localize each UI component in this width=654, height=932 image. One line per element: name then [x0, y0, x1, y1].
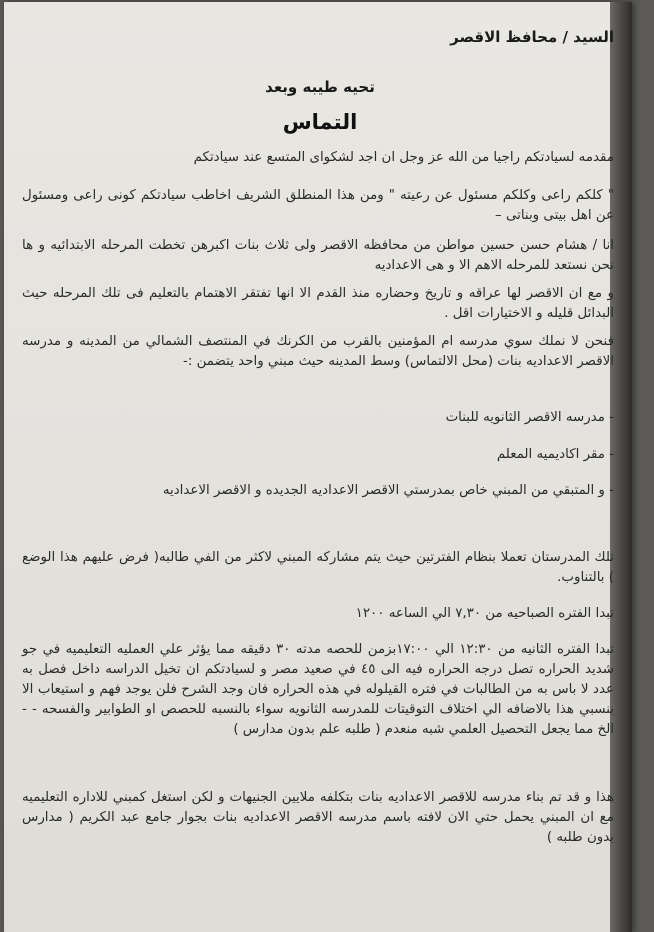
- paragraph-afternoon: تبدا الفتره الثانيه من ١٢:٣٠ الي ١٧:٠٠بزمن للحصه مدته ٣٠ دقيقه مما يؤثر علي العمليه التعليميه في جو شديد الحراره تصل درجه الحراره فيه الى ٤٥ في صعيد مصر و لسيادتكم ان تخيل الدراسه داخل فصل به عدد لا باس به من الطالبات في فتره القيلوله في هذه الحراره فان وجد الشرح فلن يوجد فهم و استيعاب الا بنسبي هذا بالاضافه الي اختلاف التوقيتات للمدرسه الثانويه سواء بالنسبه للحصص او الطوابير والفسحه - - الخ مما يجعل التحصيل العلمي شبه منعدم ( طلبه علم بدون مدارس ): [22, 642, 615, 737]
- paragraph-schools: فنحن لا نملك سوي مدرسه ام المؤمنين بالقرب من الكرنك في المنتصف الشمالي من المدينه و مدرسه الاقصر الاعداديه بنات (محل الالتماس) وسط المدينه حيث مبني واحد يتضمن :-: [22, 334, 614, 369]
- letter-title: التماس: [282, 110, 358, 134]
- list-item: - مدرسه الاقصر الثانويه للبنات: [445, 410, 614, 425]
- list-item: - مقر اكاديميه المعلم: [496, 447, 614, 462]
- paragraph-identity: انا / هشام حسن حسين مواطن من محافظه الاقصر ولى ثلاث بنات اكبرهن تخطت المرحله الابتدائيه و ها نحن نستعد للمرحله الاهم الا و هى الاعداديه: [22, 238, 614, 273]
- paragraph-luxor: و مع ان الاقصر لها عراقه و تاريخ وحضاره منذ القدم الا انها تفتقر الاهتمام بالتعليم فى تلك المرحله حيث البدائل قليله و الاختيارات اقل .: [22, 286, 614, 321]
- paragraph-intro: مقدمه لسيادتكم راجيا من الله عز وجل ان اجد لشكواى المتسع عند سيادتكم: [193, 150, 614, 165]
- paragraph-quote: " كلكم راعى وكلكم مسئول عن رعيته " ومن هذا المنطلق الشريف اخاطب سيادتكم كونى راعى ومسئول عن اهل بيتى وبناتى –: [22, 188, 614, 223]
- salutation: السيد / محافظ الاقصر: [450, 28, 614, 46]
- paragraph-shifts: تلك المدرستان تعملا بنظام الفترتين حيث يتم مشاركه المبني لاكثر من الفي طالبه( فرض عليهم هذا الوضع ) بالتناوب.: [22, 550, 614, 585]
- list-item: - و المتبقي من المبني خاص بمدرستي الاقصر الاعداديه الجديده و الاقصر الاعداديه: [162, 483, 614, 498]
- letter-page: [4, 2, 632, 932]
- greeting: تحيه طيبه وبعد: [265, 78, 375, 96]
- paragraph-building: هذا و قد تم بناء مدرسه للاقصر الاعداديه بنات بتكلفه ملايين الجنيهات و لكن استغل كمبني للاداره التعليميه مع ان المبني يحمل حتي الان لافته باسم مدرسه الاقصر الاعداديه بنات بجوار جامع عبد الكريم ( مدارس بدون طلبه ): [22, 790, 614, 845]
- paragraph-morning: تبدا الفتره الصباحيه من ٧,٣٠ الي الساعه ١٢٠٠: [355, 606, 614, 621]
